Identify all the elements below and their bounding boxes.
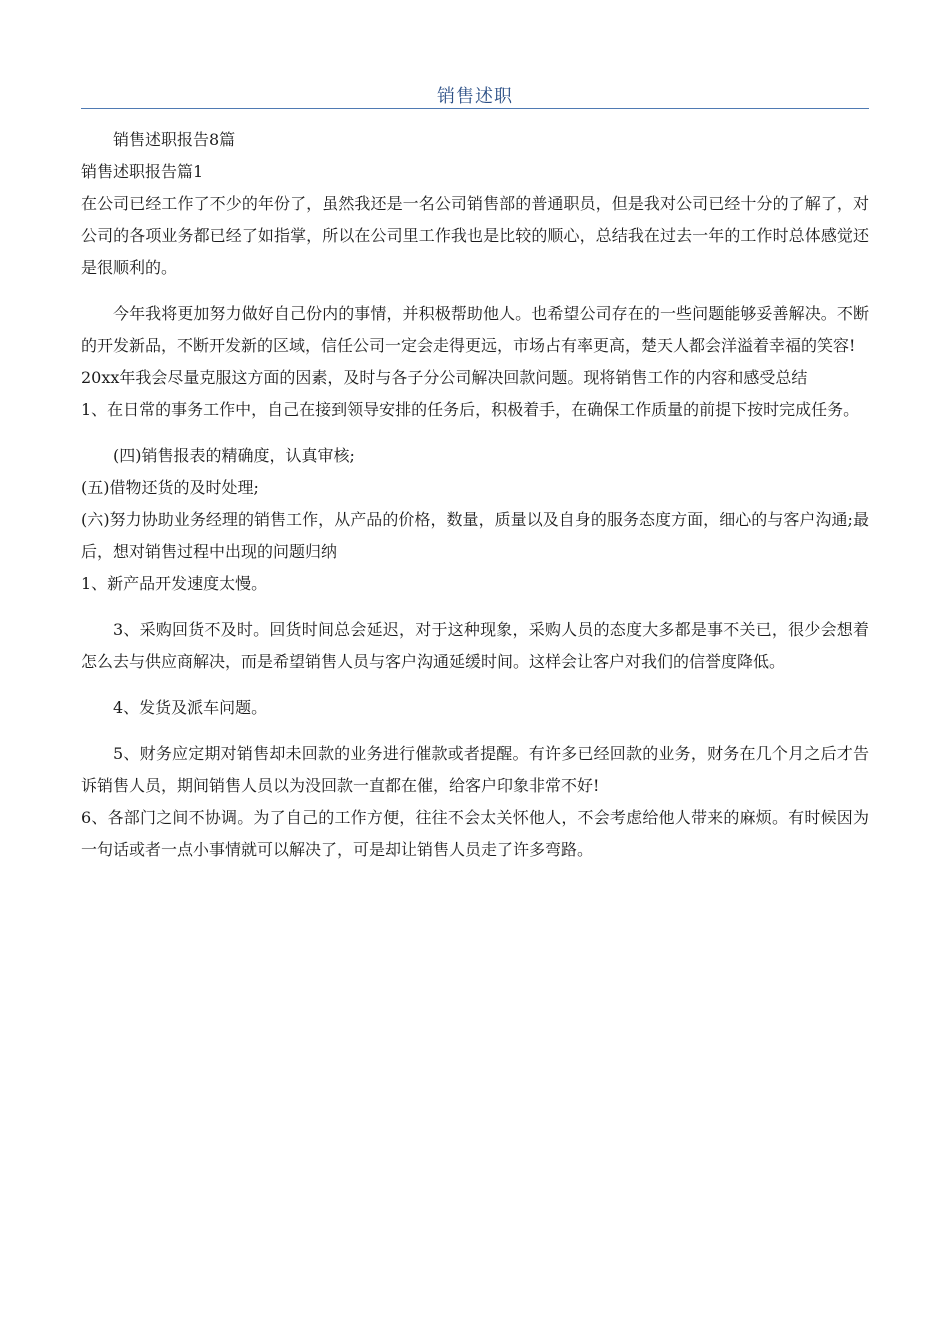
paragraph: 6、各部门之间不协调。为了自己的工作方便，往往不会太关怀他人，不会考虑给他人带来的麻烦。有时候因为一句话或者一点小事情就可以解决了，可是却让销售人员走了许多弯路。: [81, 808, 869, 859]
paragraph: (四)销售报表的精确度，认真审核;: [113, 446, 355, 465]
paragraph: (六)努力协助业务经理的销售工作，从产品的价格，数量，质量以及自身的服务态度方面，细心的与客户沟通;最后，想对销售过程中出现的问题归纳: [81, 510, 869, 561]
header-divider: [81, 108, 869, 109]
document-body: [81, 124, 869, 866]
paragraph: 1、在日常的事务工作中，自己在接到领导安排的任务后，积极着手，在确保工作质量的前提下按时完成任务。: [81, 400, 860, 419]
paragraph: 4、发货及派车问题。: [113, 698, 268, 717]
paragraph: (五)借物还货的及时处理;: [81, 478, 259, 497]
page-header-title: 销售述职: [437, 86, 513, 107]
paragraph: 今年我将更加努力做好自己份内的事情，并积极帮助他人。也希望公司存在的一些问题能够妥善解决。不断的开发新品，不断开发新的区域，信任公司一定会走得更远，市场占有率更高，楚天人都会洋溢着幸福的笑容!: [81, 304, 869, 355]
document-title: 销售述职报告8篇: [113, 130, 236, 149]
paragraph: 3、采购回货不及时。回货时间总会延迟，对于这种现象，采购人员的态度大多都是事不关已，很少会想着怎么去与供应商解决，而是希望销售人员与客户沟通延缓时间。这样会让客户对我们的信誉度降低。: [81, 620, 869, 671]
section-heading: 销售述职报告篇1: [81, 162, 204, 181]
paragraph: 5、财务应定期对销售却未回款的业务进行催款或者提醒。有许多已经回款的业务，财务在几个月之后才告诉销售人员，期间销售人员以为没回款一直都在催，给客户印象非常不好!: [81, 744, 869, 795]
paragraph: 在公司已经工作了不少的年份了，虽然我还是一名公司销售部的普通职员，但是我对公司已经十分的了解了，对公司的各项业务都已经了如指掌，所以在公司里工作我也是比较的顺心，总结我在过去一年的工作时总体感觉还是很顺利的。: [81, 194, 869, 277]
paragraph: 1、新产品开发速度太慢。: [81, 574, 268, 593]
paragraph: 20xx年我会尽量克服这方面的因素，及时与各子分公司解决回款问题。现将销售工作的内容和感受总结: [81, 368, 808, 387]
